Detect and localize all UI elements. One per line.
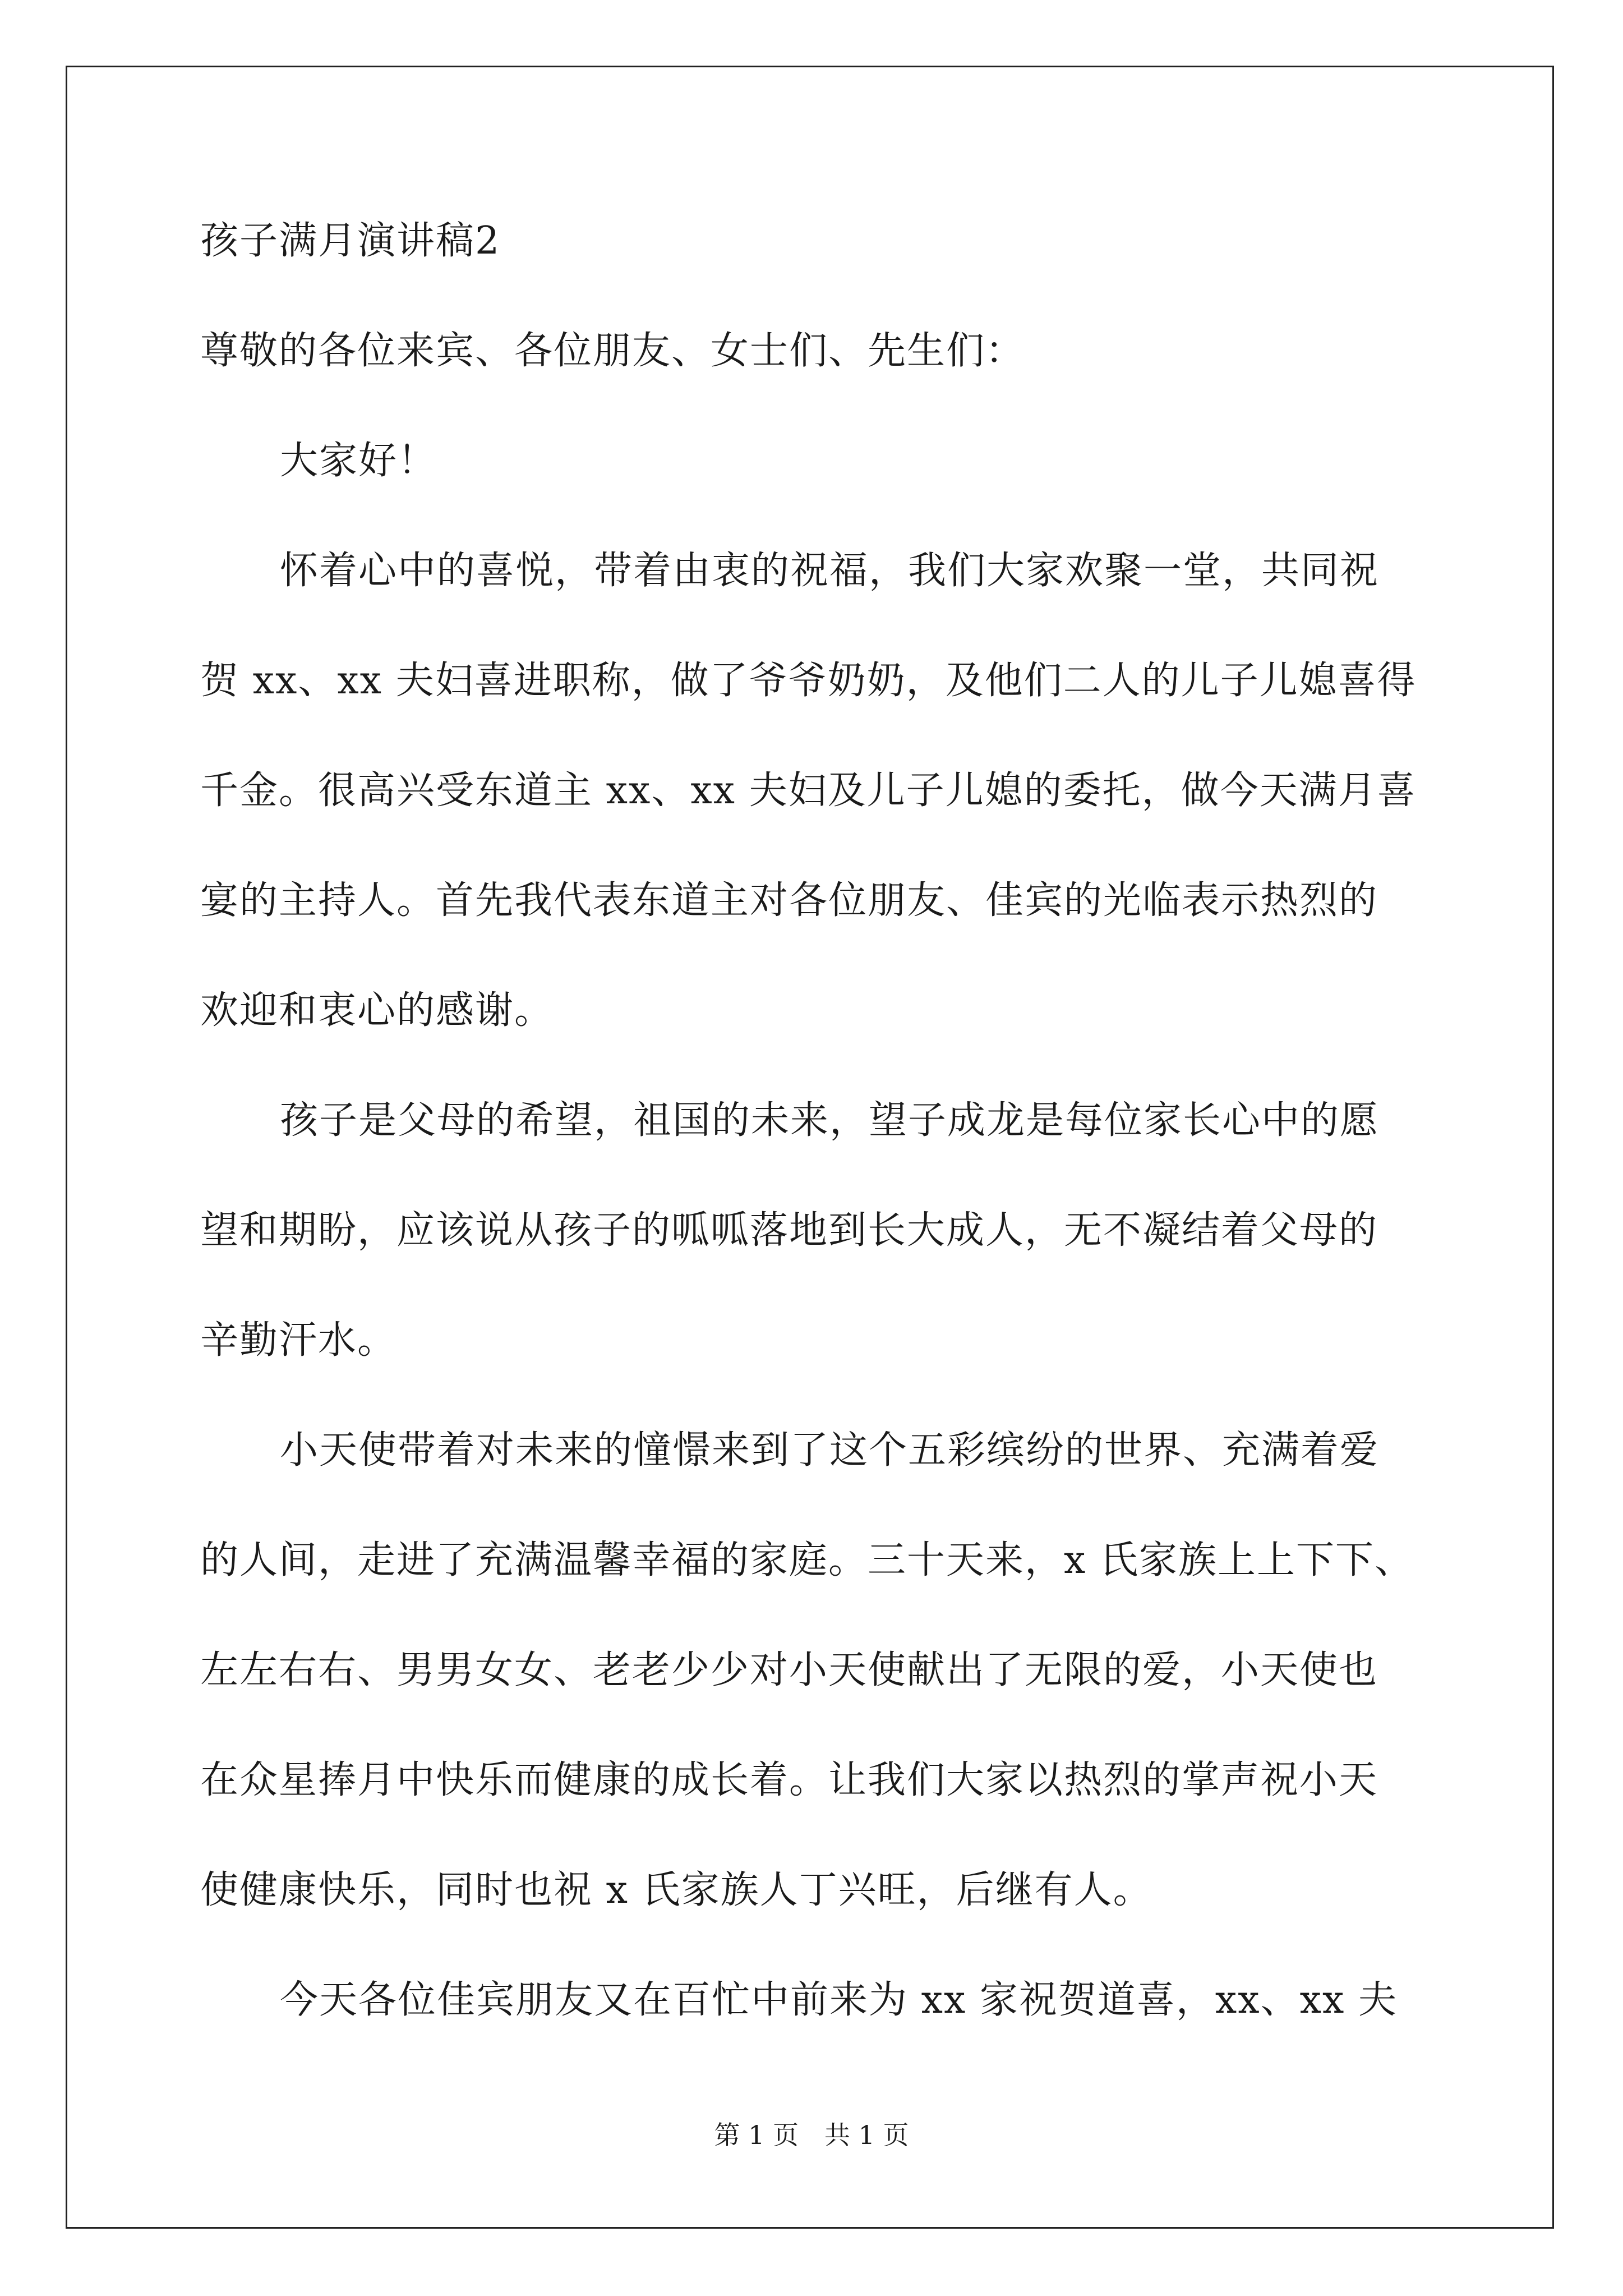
- paragraph-line: 孩子是父母的希望，祖国的未来，望子成龙是每位家长心中的愿: [280, 1098, 1380, 1143]
- paragraph-line: 小天使带着对未来的憧憬来到了这个五彩缤纷的世界、充满着爱: [280, 1428, 1380, 1473]
- paragraph-line: 望和期盼，应该说从孩子的呱呱落地到长大成人，无不凝结着父母的: [200, 1208, 1378, 1253]
- greeting-line: 大家好！: [280, 439, 437, 483]
- paragraph-line: 怀着心中的喜悦，带着由衷的祝福，我们大家欢聚一堂，共同祝: [280, 549, 1380, 593]
- paragraph-line: 使健康快乐，同时也祝 x 氏家族人丁兴旺，后继有人。: [200, 1868, 1152, 1912]
- paragraph-line: 左左右右、男男女女、老老少少对小天使献出了无限的爱，小天使也: [200, 1648, 1378, 1692]
- paragraph-line: 千金。很高兴受东道主 xx、xx 夫妇及儿子儿媳的委托，做今天满月喜: [200, 769, 1417, 813]
- paragraph-line: 欢迎和衷心的感谢。: [200, 988, 554, 1033]
- page-number-footer: 第 1 页 共 1 页: [714, 2120, 909, 2150]
- paragraph-line: 今天各位佳宾朋友又在百忙中前来为 xx 家祝贺道喜，xx、xx 夫: [280, 1978, 1398, 2022]
- paragraph-line: 贺 xx、xx 夫妇喜进职称，做了爷爷奶奶，及他们二人的儿子儿媳喜得: [200, 659, 1417, 703]
- salutation-line: 尊敬的各位来宾、各位朋友、女士们、先生们：: [200, 329, 1025, 373]
- document-title: 孩子满月演讲稿2: [200, 219, 501, 263]
- paragraph-line: 在众星捧月中快乐而健康的成长着。让我们大家以热烈的掌声祝小天: [200, 1758, 1378, 1802]
- paragraph-line: 宴的主持人。首先我代表东道主对各位朋友、佳宾的光临表示热烈的: [200, 878, 1378, 923]
- paragraph-line: 辛勤汗水。: [200, 1318, 397, 1363]
- paragraph-line: 的人间，走进了充满温馨幸福的家庭。三十天来，x 氏家族上上下下、: [200, 1538, 1414, 1582]
